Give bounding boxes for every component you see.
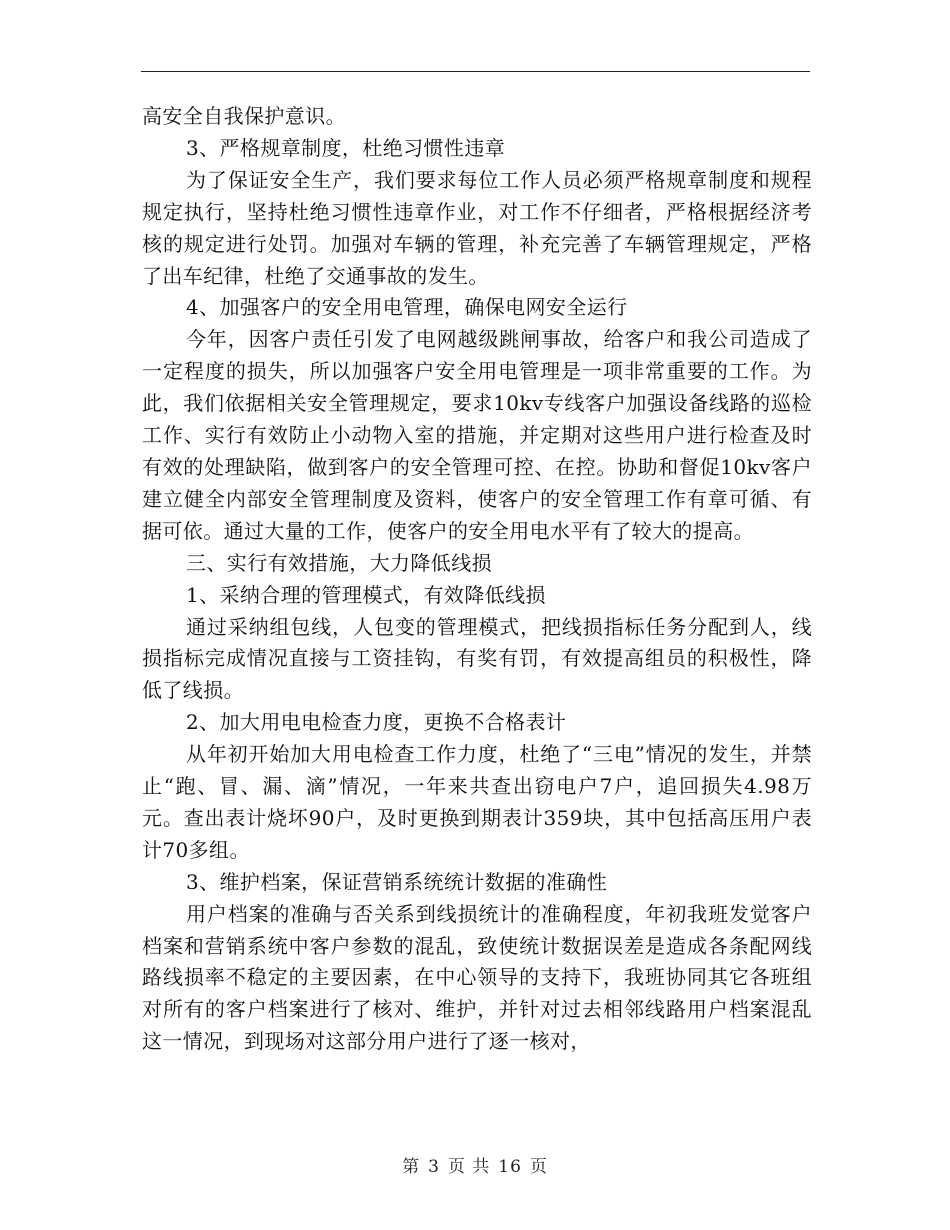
footer-middle: 页 共 — [447, 1157, 491, 1177]
header-rule — [141, 71, 810, 72]
paragraph-continuation: 高安全自我保护意识。 — [142, 104, 346, 128]
paragraph: 从年初开始加大用电检查工作力度，杜绝了“三电”情况的发生，并禁止“跑、冒、漏、滴”情况，一年来共查出窃电户7户，追回损失4.98万元。查出表计烧坏90户，及时更换到期表计359块，其中包括高压用户表计70多组。 — [142, 742, 812, 862]
section-heading: 3、维护档案，保证营销系统统计数据的准确性 — [186, 869, 608, 894]
paragraph: 今年，因客户责任引发了电网越级跳闸事故，给客户和我公司造成了一定程度的损失，所以加强客户安全用电管理是一项非常重要的工作。为此，我们依据相关安全管理规定，要求10kv专线客户加强设备线路的巡检工作、实行有效防止小动物入室的措施，并定期对这些用户进行检查及时有效的处理缺陷，做到客户的安全管理可控、在控。协助和督促10kv客户建立健全内部安全管理制度及资料，使客户的安全管理工作有章可循、有据可依。通过大量的工作，使客户的安全用电水平有了较大的提高。 — [142, 327, 812, 543]
section-heading: 2、加大用电电检查力度，更换不合格表计 — [186, 710, 567, 735]
document-body — [142, 101, 812, 1058]
footer-suffix: 页 — [529, 1157, 548, 1177]
footer-prefix: 第 — [402, 1157, 421, 1177]
page-footer — [0, 1152, 950, 1177]
section-heading: 4、加强客户的安全用电管理，确保电网安全运行 — [186, 295, 628, 320]
section-heading: 3、严格规章制度，杜绝习惯性违章 — [186, 135, 506, 160]
footer-current-page: 3 — [428, 1157, 440, 1177]
paragraph: 为了保证安全生产，我们要求每位工作人员必须严格规章制度和规程规定执行，坚持杜绝习惯性违章作业，对工作不仔细者，严格根据经济考核的规定进行处罚。加强对车辆的管理，补充完善了车辆管理规定，严格了出车纪律，杜绝了交通事故的发生。 — [142, 167, 812, 288]
section-heading: 1、采纳合理的管理模式，有效降低线损 — [186, 582, 546, 607]
footer-total-pages: 16 — [498, 1157, 522, 1177]
section-heading: 三、实行有效措施，大力降低线损 — [186, 550, 492, 575]
paragraph: 通过采纳组包线，人包变的管理模式，把线损指标任务分配到人，线损指标完成情况直接与工资挂钩，有奖有罚，有效提高组员的积极性，降低了线损。 — [142, 614, 812, 703]
paragraph: 用户档案的准确与否关系到线损统计的准确程度，年初我班发觉客户档案和营销系统中客户参数的混乱，致使统计数据误差是造成各条配网线路线损率不稳定的主要因素，在中心领导的支持下，我班协同其它各班组对所有的客户档案进行了核对、维护，并针对过去相邻线路用户档案混乱这一情况，到现场对这部分用户进行了逐一核对， — [142, 901, 812, 1054]
